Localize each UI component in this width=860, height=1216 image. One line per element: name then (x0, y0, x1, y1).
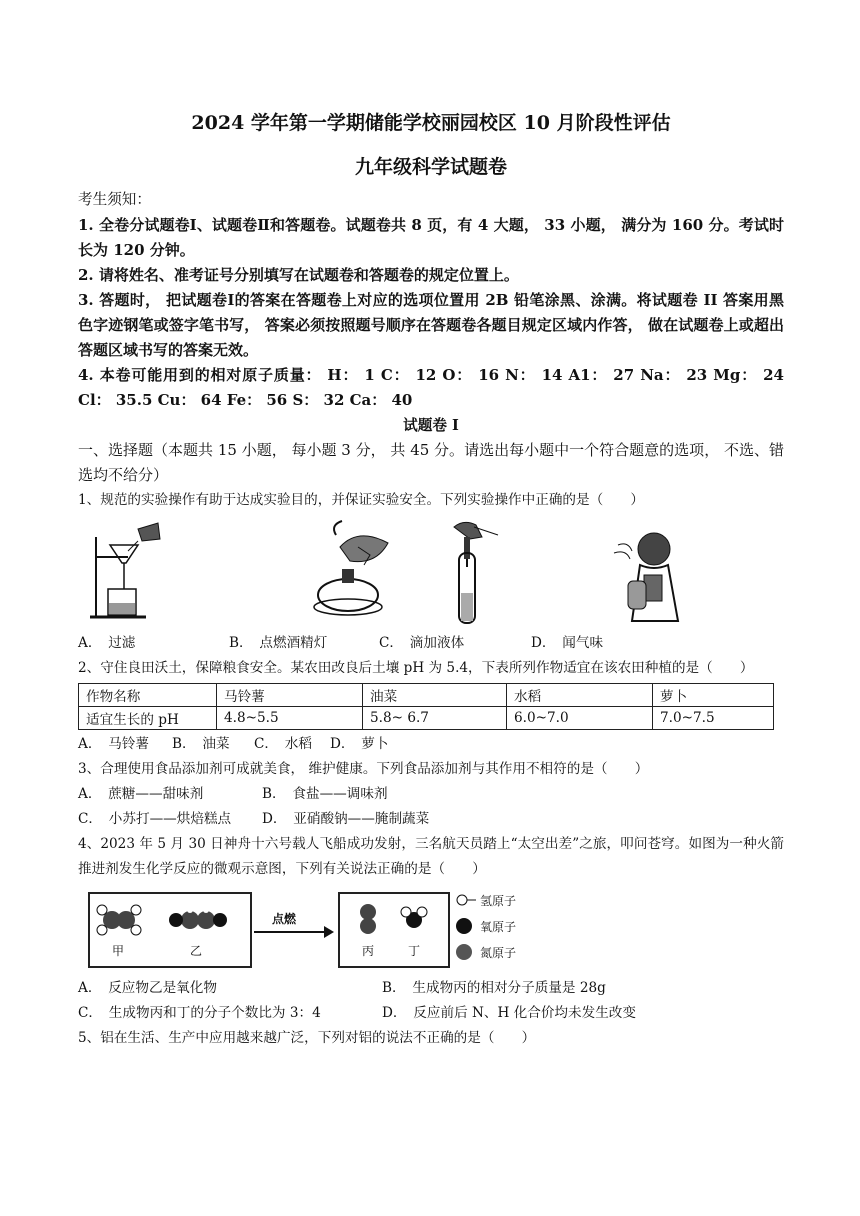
table-cell: 5.8~ 6.7 (363, 707, 507, 730)
q2-option-b[interactable]: B． 油菜 (172, 736, 230, 752)
label-jia: 甲 (112, 944, 125, 958)
atom-legend (454, 888, 534, 968)
q3-options-row1 (78, 782, 784, 807)
label-ding: 丁 (408, 944, 421, 958)
molecule-bing (360, 904, 376, 934)
q1-stem: 1、规范的实验操作有助于达成实验目的，并保证实验安全。下列实验操作中正确的是（ ） (78, 492, 644, 508)
q3-stem: 3、合理使用食品添加剂可成就美食， 维护健康。下列食品添加剂与其作用不相符的是（ ） (78, 761, 649, 777)
exam-subtitle: 九年级科学试题卷 (354, 156, 507, 178)
notice-item-1: 1. 全卷分试题卷Ⅰ、试题卷Ⅱ和答题卷。试题卷共 8 页，有 4 大题， 33 小题， 满分为 160 分。考试时长为 120 分钟。 (78, 215, 784, 259)
q3-option-c[interactable]: C． 小苏打——烘焙糕点 (78, 811, 232, 827)
table-cell: 萝卜 (653, 684, 774, 707)
reactants-box (88, 892, 252, 968)
q2-options (78, 732, 784, 757)
q1-options (78, 631, 784, 656)
label-yi: 乙 (190, 944, 203, 958)
dropping-liquid-illustration (408, 517, 558, 629)
label-bing: 丙 (362, 944, 375, 958)
molecule-ding (401, 907, 427, 928)
notice-item-3: 3. 答题时， 把试题卷Ⅰ的答案在答题卷上对应的选项位置用 2B 铅笔涂黑、涂满。将试题卷 II 答案用黑色字迹钢笔或签字笔书写， 答案必须按照题号顺序在答题卷各题目规定区域内作答， 做在试题卷上或超出答题区域书写的答案无效。 (78, 290, 784, 359)
q2-option-d[interactable]: D． 萝卜 (330, 736, 389, 752)
exam-title: 2024 学年第一学期储能学校丽园校区 10 月阶段性评估 (191, 112, 671, 134)
filtration-illustration (78, 517, 238, 629)
q2-stem: 2、守住良田沃土，保障粮食安全。某农田改良后土壤 pH 为 5.4，下表所列作物适宜在该农田种植的是（ ） (78, 660, 754, 676)
q5-stem: 5、铝在生活、生产中应用越来越广泛，下列对铝的说法不正确的是（ ） (78, 1030, 536, 1046)
legend-nitrogen: 氮原子 (480, 946, 517, 960)
q2-option-a[interactable]: A． 马铃薯 (78, 736, 149, 752)
reaction-arrow (250, 908, 336, 928)
table-cell: 4.8~5.5 (217, 707, 363, 730)
q1-figures (78, 517, 784, 629)
q4-option-d[interactable]: D． 反应前后 N、H 化合价均未发生改变 (382, 1005, 636, 1021)
q4-options-row2 (78, 1001, 784, 1026)
q3-option-b[interactable]: B． 食盐——调味剂 (262, 786, 388, 802)
table-cell: 油菜 (363, 684, 507, 707)
table-cell: 马铃薯 (217, 684, 363, 707)
exam-page (78, 108, 784, 1051)
table-cell: 7.0~7.5 (653, 707, 774, 730)
alcohol-lamp-illustration (238, 517, 408, 629)
q4-option-a[interactable]: A． 反应物乙是氧化物 (78, 980, 217, 996)
q4-option-b[interactable]: B． 生成物丙的相对分子质量是 28g (382, 980, 606, 996)
ph-table (78, 683, 774, 730)
table-cell: 水稻 (507, 684, 653, 707)
q1-option-b[interactable]: B． 点燃酒精灯 (229, 635, 328, 651)
legend-hydrogen: 氢原子 (480, 894, 517, 908)
q1-option-d[interactable]: D． 闻气味 (531, 635, 604, 651)
table-row (79, 707, 774, 730)
products-box (338, 892, 450, 968)
q4-stem: 4、2023 年 5 月 30 日神舟十六号载人飞船成功发射，三名航天员踏上“太空出差”之旅，叩问苍穹。如图为一种火箭推进剂发生化学反应的微观示意图，下列有关说法正确的是（ ） (78, 836, 784, 877)
smelling-gas-illustration (558, 517, 718, 629)
q4-options-row1 (78, 976, 784, 1001)
reaction-diagram (78, 888, 784, 972)
q2-option-c[interactable]: C． 水稻 (254, 736, 312, 752)
q1-option-c[interactable]: C． 滴加液体 (379, 635, 465, 651)
legend-oxygen: 氧原子 (480, 920, 517, 934)
section-heading: 一、选择题（本题共 15 小题， 每小题 3 分， 共 45 分。请选出每小题中一个符合题意的选项， 不选、错选均不给分） (78, 441, 784, 484)
table-row (79, 684, 774, 707)
arrow-label: 点燃 (272, 912, 297, 926)
table-cell: 适宜生长的 pH (79, 707, 217, 730)
part1-heading: 试题卷 I (403, 416, 459, 434)
q3-options-row2 (78, 807, 784, 832)
molecule-jia (97, 905, 141, 935)
notice-item-4: 4. 本卷可能用到的相对原子质量： H： 1 C： 12 O： 16 N： 14 A1： 27 Na： 23 Mg： 24 Cl： 35.5 Cu： 64 Fe： 56 S： 32 Ca： 40 (78, 365, 784, 409)
q4-option-c[interactable]: C． 生成物丙和丁的分子个数比为 3：4 (78, 1005, 321, 1021)
molecule-yi (169, 907, 227, 929)
q1-option-a[interactable]: A． 过滤 (78, 635, 136, 651)
q3-option-d[interactable]: D． 亚硝酸钠——腌制蔬菜 (262, 811, 430, 827)
notice-heading: 考生须知： (78, 191, 151, 208)
notice-item-2: 2. 请将姓名、准考证号分别填写在试题卷和答题卷的规定位置上。 (78, 265, 519, 284)
table-cell: 作物名称 (79, 684, 217, 707)
table-cell: 6.0~7.0 (507, 707, 653, 730)
q3-option-a[interactable]: A． 蔗糖——甜味剂 (78, 786, 204, 802)
